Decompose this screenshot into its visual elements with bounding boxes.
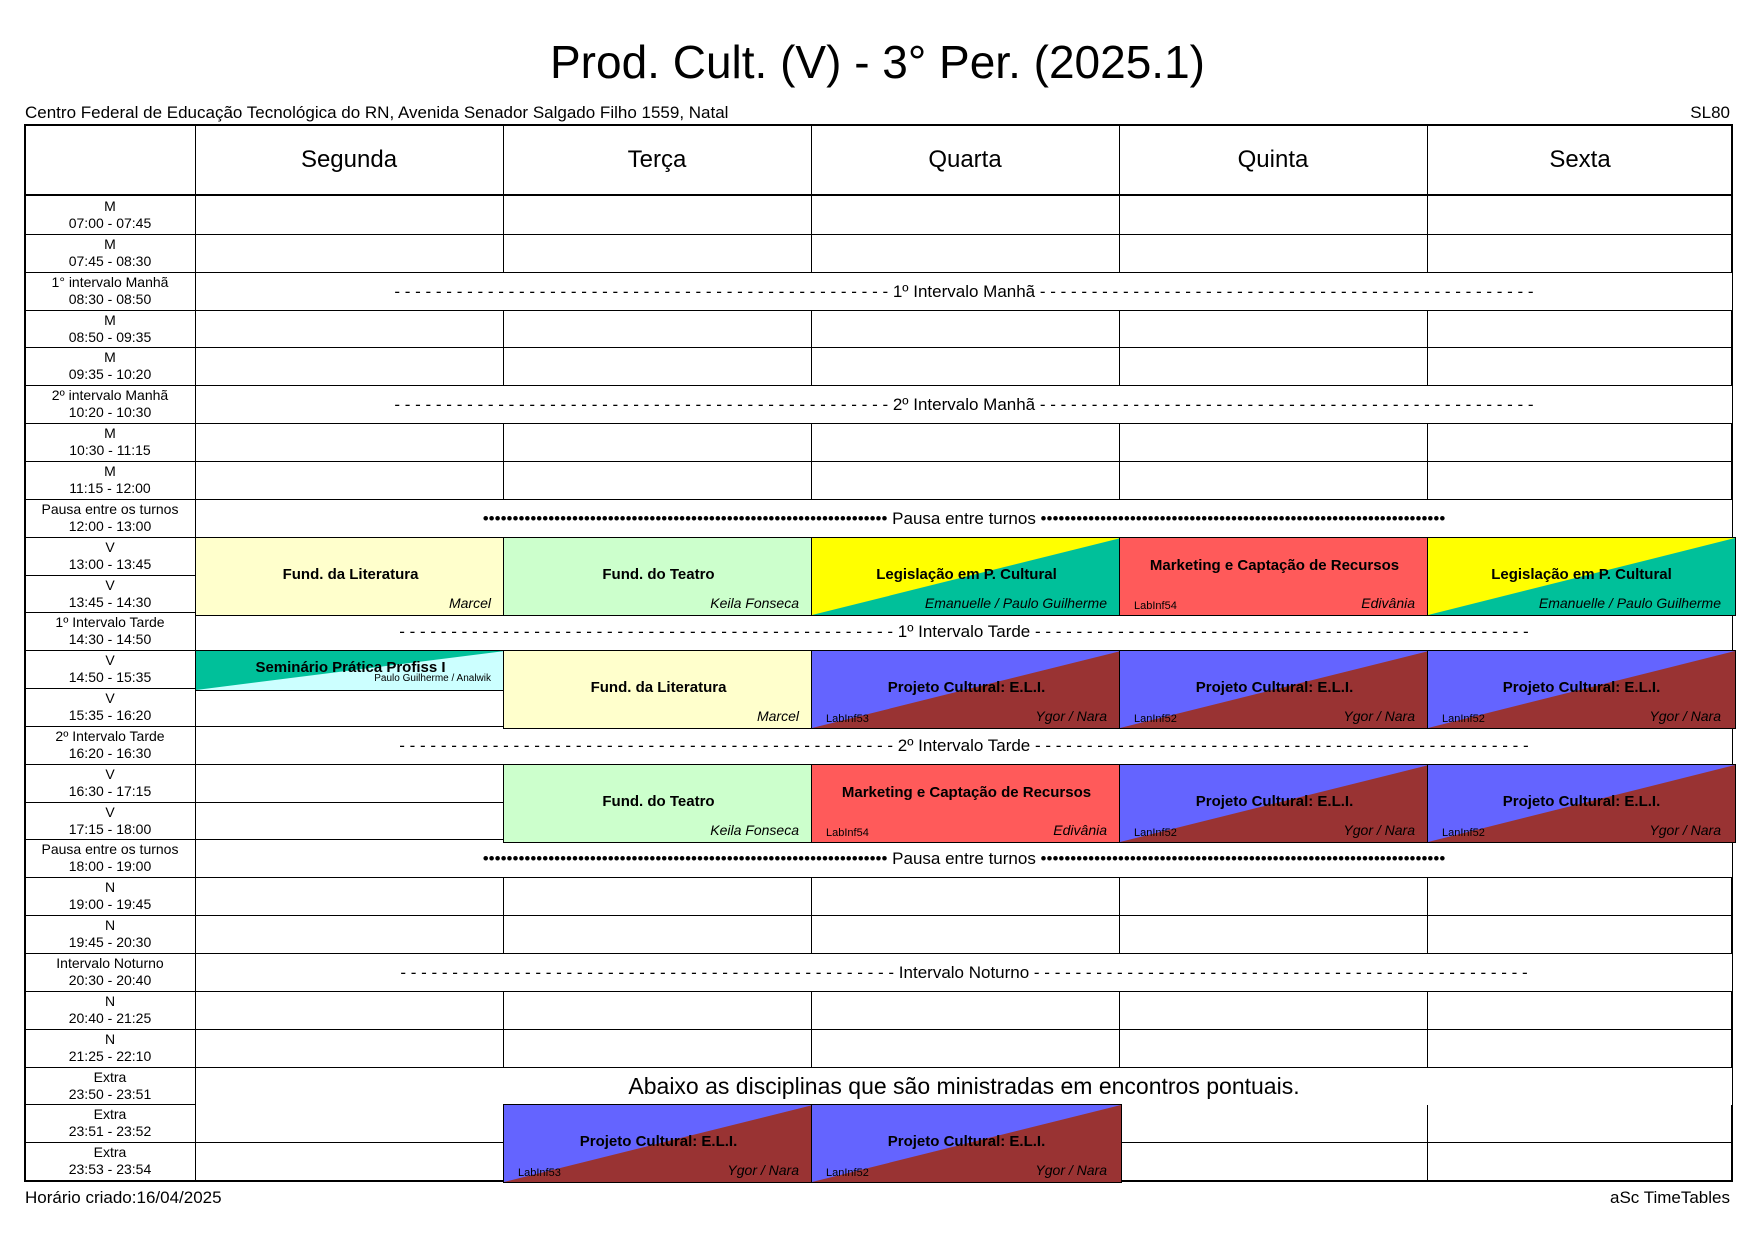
subject-name: Legislação em P. Cultural — [1491, 566, 1672, 583]
break-band — [196, 840, 1732, 877]
teacher-name: Ygor / Nara — [1649, 708, 1721, 724]
period-name: V — [105, 577, 115, 593]
period-time: 13:45 - 14:30 — [68, 594, 152, 610]
period-name: M — [104, 463, 116, 479]
lesson-block[interactable] — [503, 537, 814, 616]
break-label: Pausa entre turnos — [892, 509, 1036, 528]
period-time: 19:45 - 20:30 — [68, 934, 152, 950]
teacher-name: Edivânia — [1053, 822, 1107, 838]
row-divider — [24, 234, 1733, 235]
teacher-name: Edivânia — [1361, 595, 1415, 611]
period-label — [25, 652, 195, 686]
period-name: 2º intervalo Manhã — [51, 387, 169, 403]
subject-name: Marketing e Captação de Recursos — [1149, 557, 1400, 574]
day-header: Sexta — [1549, 146, 1611, 173]
break-filler: •••••••••••••••••••••••••••••••••••••••••••••••••••••••••••••••••••• — [1035, 509, 1446, 528]
period-label — [25, 690, 195, 724]
period-label — [25, 1106, 195, 1140]
teacher-name: Ygor / Nara — [1035, 708, 1107, 724]
break-filler: - - - - - - - - - - - - - - - - - - - - - - - - - - - - - - - - - - - - - - - - - - - - - - - - — [1030, 622, 1529, 641]
break-filler: - - - - - - - - - - - - - - - - - - - - - - - - - - - - - - - - - - - - - - - - - - - - - - - - — [394, 395, 893, 414]
period-time: 21:25 - 22:10 — [68, 1048, 152, 1064]
break-label: 1º Intervalo Manhã — [892, 282, 1036, 301]
break-band — [196, 386, 1732, 423]
teacher-name: Keila Fonseca — [710, 822, 799, 838]
break-band — [196, 1068, 1732, 1105]
teacher-name: Ygor / Nara — [1035, 1162, 1107, 1178]
room-tag: LanInf52 — [1442, 827, 1485, 839]
break-band — [196, 273, 1732, 310]
period-label — [25, 804, 195, 838]
period-label — [25, 236, 195, 270]
period-time: 12:00 - 13:00 — [68, 518, 152, 534]
period-time: 17:15 - 18:00 — [68, 821, 152, 837]
created-date: Horário criado:16/04/2025 — [25, 1188, 222, 1207]
teacher-name: Emanuelle / Paulo Guilherme — [1538, 595, 1721, 611]
teacher-name: Ygor / Nara — [727, 1162, 799, 1178]
day-header: Terça — [627, 146, 687, 173]
software-credit: aSc TimeTables — [1610, 1188, 1730, 1207]
break-band — [196, 954, 1732, 991]
period-name: Extra — [93, 1144, 127, 1160]
period-time: 14:30 - 14:50 — [68, 631, 152, 647]
subject-name: Projeto Cultural: E.L.I. — [1502, 793, 1661, 810]
room-tag: LanInf52 — [826, 1167, 869, 1179]
lesson-block[interactable] — [503, 650, 814, 729]
row-divider — [24, 423, 1733, 424]
period-name: V — [105, 766, 115, 782]
period-name: M — [104, 349, 116, 365]
period-time: 14:50 - 15:35 — [68, 669, 152, 685]
lesson-block[interactable] — [1427, 537, 1736, 616]
subject-name: Fund. da Literatura — [282, 566, 419, 583]
day-header: Quarta — [928, 146, 1002, 173]
lesson-block[interactable] — [811, 1104, 1122, 1183]
row-divider — [24, 877, 1733, 878]
break-label: Intervalo Noturno — [898, 963, 1030, 982]
period-label — [25, 1031, 195, 1065]
period-time: 08:30 - 08:50 — [68, 291, 152, 307]
lesson-block[interactable] — [811, 764, 1122, 843]
period-name: V — [105, 539, 115, 555]
lesson-block[interactable] — [503, 764, 814, 843]
teacher-name: Keila Fonseca — [710, 595, 799, 611]
period-label — [25, 879, 195, 913]
period-name: Extra — [93, 1106, 127, 1122]
room-tag: LabInf54 — [1134, 600, 1177, 612]
period-label — [25, 387, 195, 421]
break-band — [196, 613, 1732, 650]
teacher-name: Paulo Guilherme / Analwik — [374, 673, 491, 684]
period-label — [25, 614, 195, 648]
period-label — [25, 728, 195, 762]
break-filler: - - - - - - - - - - - - - - - - - - - - - - - - - - - - - - - - - - - - - - - - - - - - - - - - — [1035, 282, 1534, 301]
period-time: 09:35 - 10:20 — [68, 366, 152, 382]
row-divider — [24, 310, 1733, 311]
break-filler: •••••••••••••••••••••••••••••••••••••••••••••••••••••••••••••••••••• — [1035, 849, 1446, 868]
row-divider — [24, 461, 1733, 462]
page-title: Prod. Cult. (V) - 3° Per. (2025.1) — [550, 36, 1205, 88]
period-label — [25, 917, 195, 951]
lesson-block[interactable] — [195, 537, 506, 616]
period-name: N — [104, 879, 116, 895]
period-time: 20:40 - 21:25 — [68, 1010, 152, 1026]
break-filler: •••••••••••••••••••••••••••••••••••••••••••••••••••••••••••••••••••• — [482, 509, 893, 528]
break-filler: - - - - - - - - - - - - - - - - - - - - - - - - - - - - - - - - - - - - - - - - - - - - - - - - — [1030, 736, 1529, 755]
period-time: 16:30 - 17:15 — [68, 783, 152, 799]
subject-name: Projeto Cultural: E.L.I. — [1195, 793, 1354, 810]
break-label: 1º Intervalo Tarde — [897, 622, 1031, 641]
room-tag: LanInf52 — [1442, 713, 1485, 725]
teacher-name: Emanuelle / Paulo Guilherme — [924, 595, 1107, 611]
subject-name: Marketing e Captação de Recursos — [841, 784, 1092, 801]
row-divider — [24, 915, 1733, 916]
period-name: M — [104, 198, 116, 214]
period-name: N — [104, 917, 116, 933]
teacher-name: Marcel — [448, 595, 491, 611]
break-label: Pausa entre turnos — [892, 849, 1036, 868]
period-time: 10:20 - 10:30 — [68, 404, 152, 420]
period-label — [25, 463, 195, 497]
school-address: Centro Federal de Educação Tecnológica do RN, Avenida Senador Salgado Filho 1559, Natal — [25, 103, 729, 122]
period-time: 23:51 - 23:52 — [68, 1123, 152, 1139]
lesson-block[interactable] — [1427, 650, 1736, 729]
period-time: 10:30 - 11:15 — [69, 442, 151, 458]
lesson-block[interactable] — [1119, 764, 1430, 843]
break-filler: - - - - - - - - - - - - - - - - - - - - - - - - - - - - - - - - - - - - - - - - - - - - - - - - — [399, 736, 898, 755]
lesson-block[interactable] — [195, 650, 506, 691]
period-label — [25, 539, 195, 573]
period-label — [25, 312, 195, 346]
period-time: 07:00 - 07:45 — [68, 215, 152, 231]
row-divider — [24, 991, 1733, 992]
period-name: V — [105, 804, 115, 820]
break-filler: - - - - - - - - - - - - - - - - - - - - - - - - - - - - - - - - - - - - - - - - - - - - - - - - — [400, 963, 899, 982]
lesson-block[interactable] — [1427, 764, 1736, 843]
lesson-block[interactable] — [1119, 650, 1430, 729]
teacher-name: Ygor / Nara — [1343, 708, 1415, 724]
period-name: N — [104, 1031, 116, 1047]
subject-name: Legislação em P. Cultural — [876, 566, 1057, 583]
subject-name: Fund. da Literatura — [590, 679, 727, 696]
lesson-block[interactable] — [503, 1104, 814, 1183]
lesson-block[interactable] — [811, 650, 1122, 729]
period-label — [25, 955, 195, 989]
subject-name: Projeto Cultural: E.L.I. — [1502, 679, 1661, 696]
teacher-name: Marcel — [756, 708, 799, 724]
period-time: 15:35 - 16:20 — [68, 707, 152, 723]
break-label: 2º Intervalo Tarde — [897, 736, 1031, 755]
break-filler: - - - - - - - - - - - - - - - - - - - - - - - - - - - - - - - - - - - - - - - - - - - - - - - - — [1029, 963, 1528, 982]
subject-name: Projeto Cultural: E.L.I. — [579, 1133, 738, 1150]
period-time: 13:00 - 13:45 — [68, 556, 152, 572]
period-time: 11:15 - 12:00 — [69, 480, 151, 496]
period-label — [25, 198, 195, 232]
period-label — [25, 766, 195, 800]
room-tag: LabInf53 — [826, 713, 869, 725]
period-name: 1° intervalo Manhã — [51, 274, 169, 290]
period-time: 19:00 - 19:45 — [68, 896, 152, 912]
period-label — [25, 349, 195, 383]
period-name: Extra — [93, 1069, 127, 1085]
period-label — [25, 993, 195, 1027]
subject-name: Fund. do Teatro — [602, 566, 715, 583]
period-name: 2º Intervalo Tarde — [55, 728, 165, 744]
period-label — [25, 501, 195, 535]
teacher-name: Ygor / Nara — [1343, 822, 1415, 838]
break-filler: - - - - - - - - - - - - - - - - - - - - - - - - - - - - - - - - - - - - - - - - - - - - - - - - — [1035, 395, 1534, 414]
day-header: Segunda — [300, 146, 398, 173]
break-label: Abaixo as disciplinas que são ministradas em encontros pontuais. — [628, 1073, 1300, 1099]
period-name: Intervalo Noturno — [56, 955, 164, 971]
period-name: Pausa entre os turnos — [41, 841, 179, 857]
room-tag: LanInf52 — [1134, 713, 1177, 725]
period-time: 23:53 - 23:54 — [68, 1161, 152, 1177]
period-label — [25, 425, 195, 459]
room-tag: LabInf54 — [826, 827, 869, 839]
period-time: 16:20 - 16:30 — [68, 745, 152, 761]
break-filler: •••••••••••••••••••••••••••••••••••••••••••••••••••••••••••••••••••• — [482, 849, 893, 868]
break-label: 2º Intervalo Manhã — [892, 395, 1036, 414]
period-label — [25, 1144, 195, 1178]
row-divider — [24, 347, 1733, 348]
period-label — [25, 274, 195, 308]
subject-name: Projeto Cultural: E.L.I. — [1195, 679, 1354, 696]
period-time: 18:00 - 19:00 — [68, 858, 152, 874]
period-label — [25, 577, 195, 611]
break-band — [196, 727, 1732, 764]
lesson-block[interactable] — [1119, 537, 1430, 616]
subject-name: Fund. do Teatro — [602, 793, 715, 810]
room-code: SL80 — [1690, 103, 1730, 122]
day-header: Quinta — [1237, 146, 1309, 173]
period-name: 1º Intervalo Tarde — [55, 614, 165, 630]
period-time: 23:50 - 23:51 — [68, 1086, 152, 1102]
room-tag: LanInf52 — [1134, 827, 1177, 839]
teacher-name: Ygor / Nara — [1649, 822, 1721, 838]
break-filler: - - - - - - - - - - - - - - - - - - - - - - - - - - - - - - - - - - - - - - - - - - - - - - - - — [394, 282, 893, 301]
lesson-block[interactable] — [811, 537, 1122, 616]
row-divider — [24, 1029, 1733, 1030]
period-time: 08:50 - 09:35 — [68, 329, 152, 345]
period-label — [25, 1069, 195, 1103]
break-filler: - - - - - - - - - - - - - - - - - - - - - - - - - - - - - - - - - - - - - - - - - - - - - - - - — [399, 622, 898, 641]
period-name: Pausa entre os turnos — [41, 501, 179, 517]
period-name: V — [105, 652, 115, 668]
subject-name: Projeto Cultural: E.L.I. — [887, 1133, 1046, 1150]
period-name: M — [104, 425, 116, 441]
period-label — [25, 841, 195, 875]
period-time: 07:45 - 08:30 — [68, 253, 152, 269]
room-tag: LabInf53 — [518, 1167, 561, 1179]
break-band — [196, 500, 1732, 537]
subject-name: Seminário Prática Profiss I — [255, 659, 446, 676]
period-time: 20:30 - 20:40 — [68, 972, 152, 988]
period-name: N — [104, 993, 116, 1009]
period-name: M — [104, 312, 116, 328]
period-name: V — [105, 690, 115, 706]
subject-name: Projeto Cultural: E.L.I. — [887, 679, 1046, 696]
period-name: M — [104, 236, 116, 252]
